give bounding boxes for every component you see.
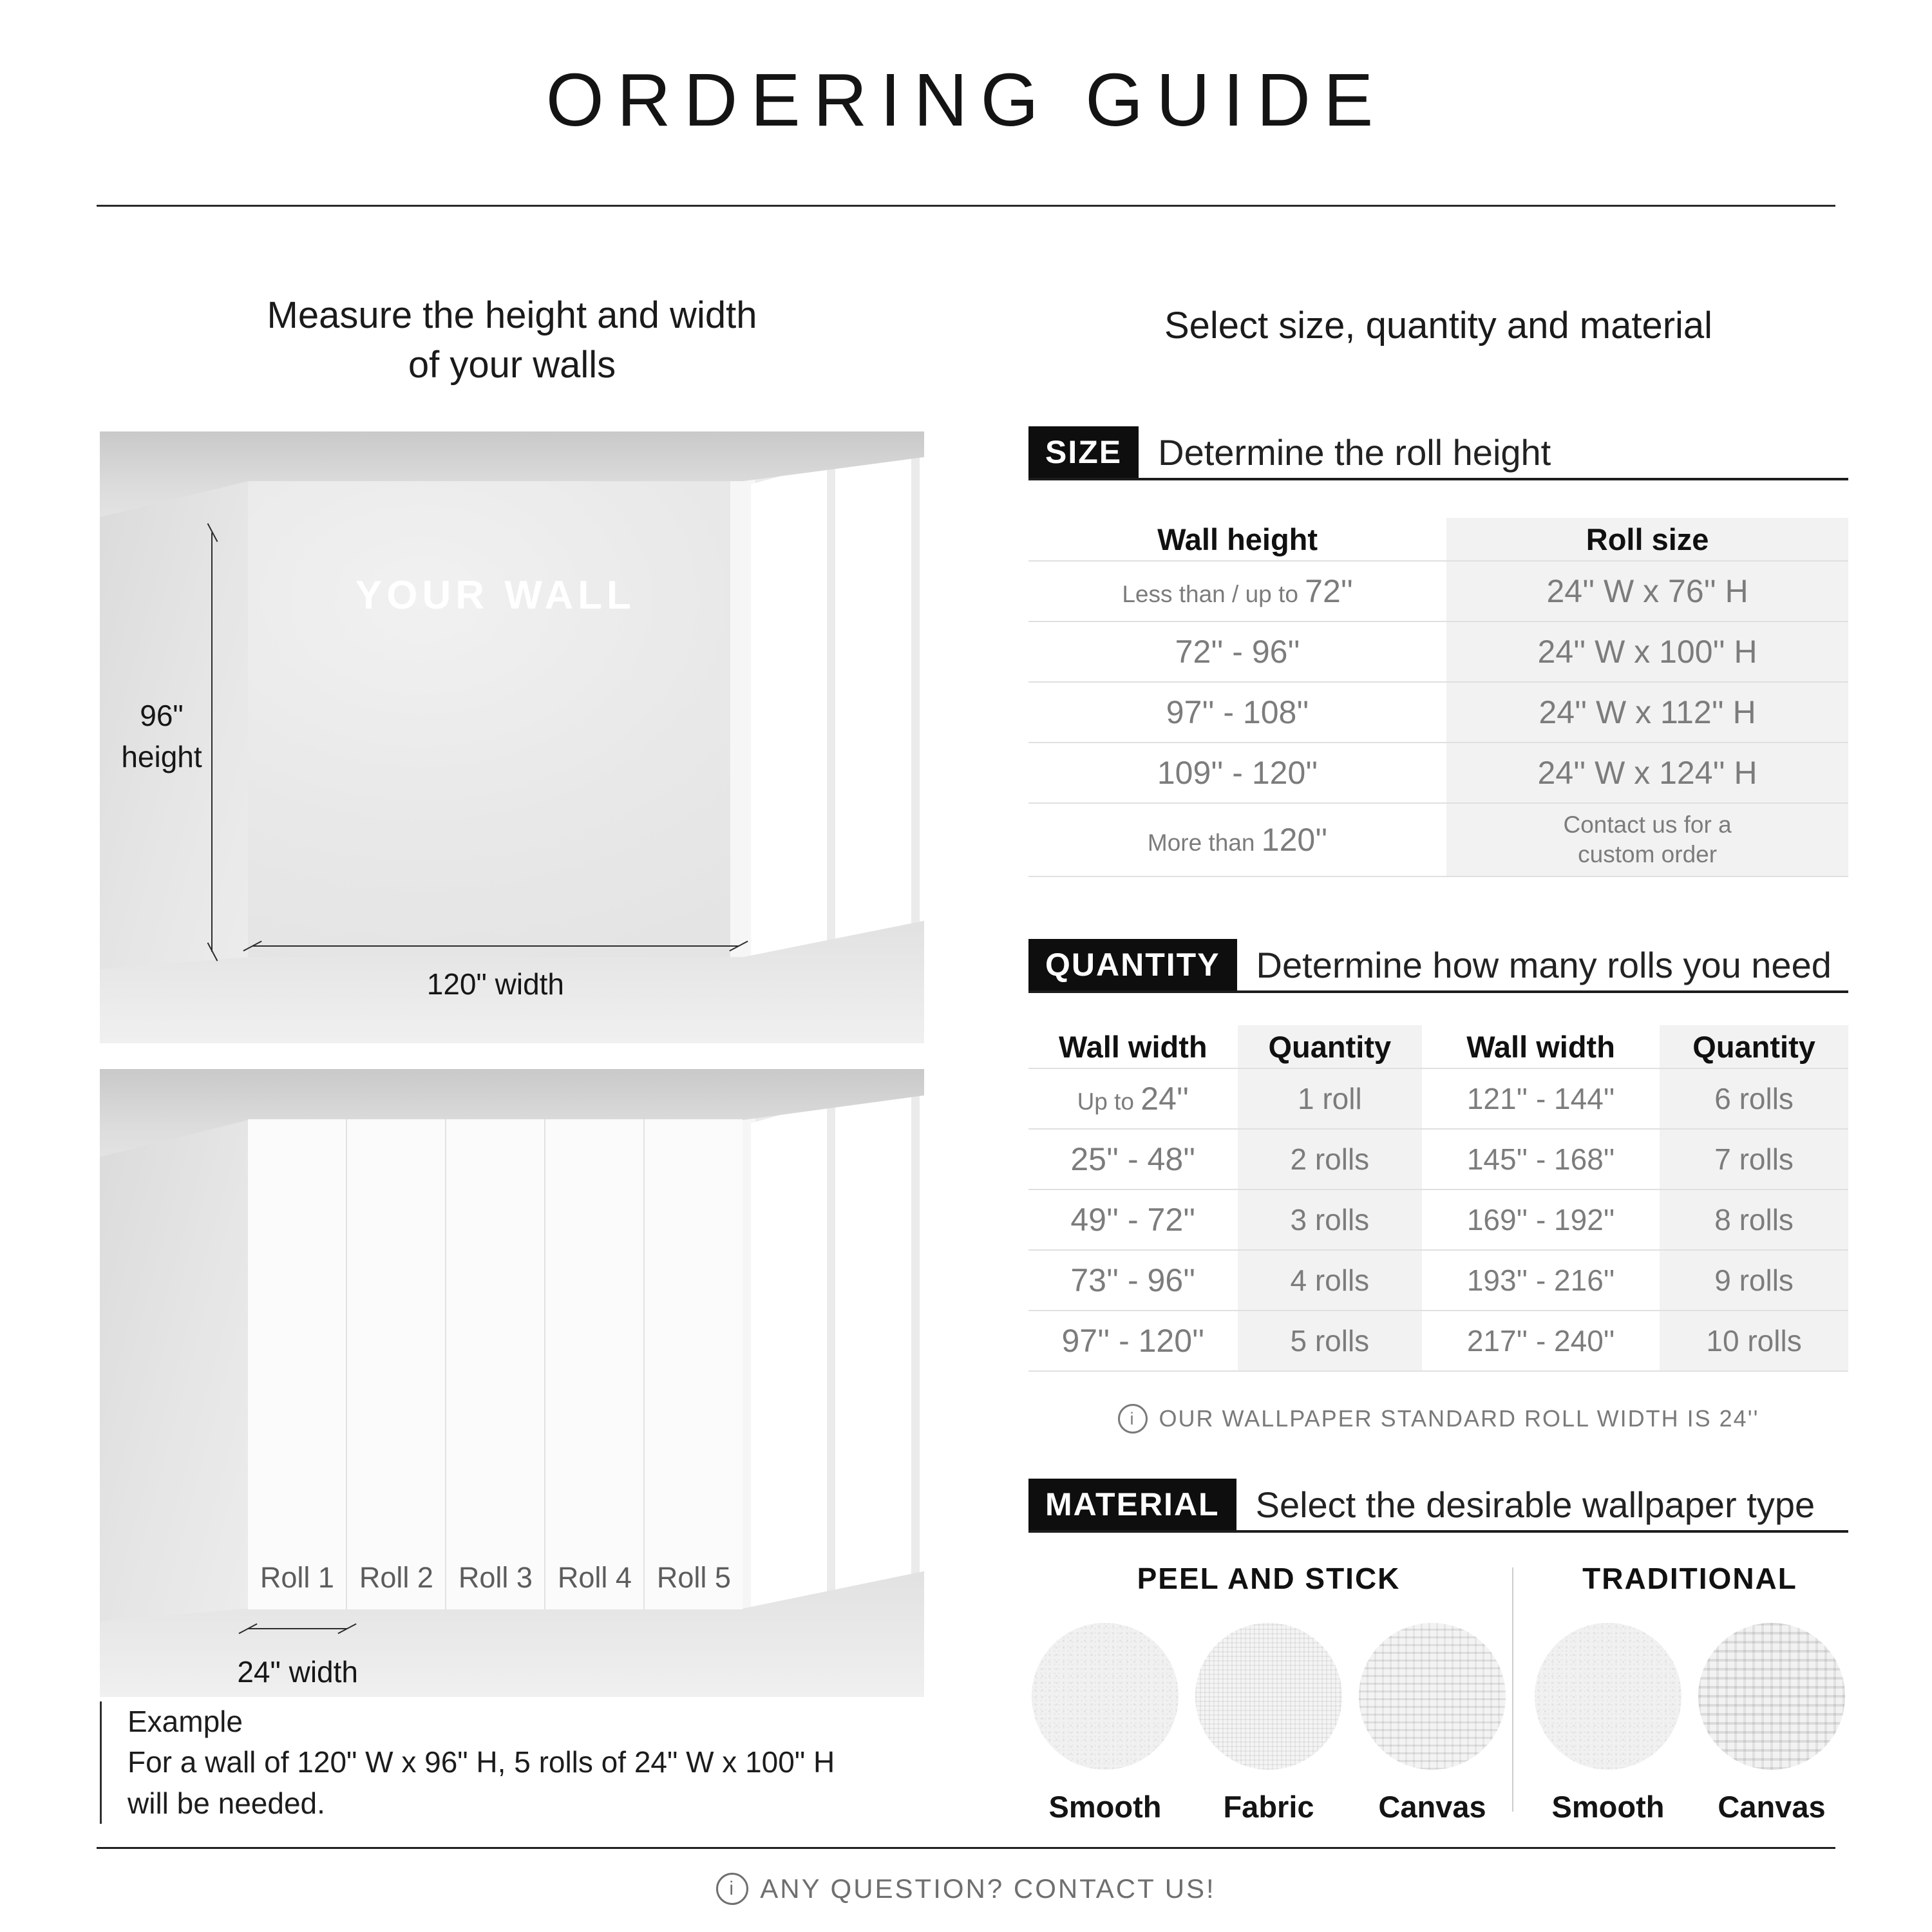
smooth-texture-sample xyxy=(1535,1623,1681,1770)
roll-size-cell: Contact us for a custom order xyxy=(1563,811,1732,867)
size-table-row xyxy=(1028,562,1848,622)
size-subtitle: Determine the roll height xyxy=(1158,431,1551,473)
peel-and-stick-title: PEEL AND STICK xyxy=(1137,1562,1401,1595)
traditional-title: TRADITIONAL xyxy=(1582,1562,1797,1595)
peel-and-stick-group xyxy=(1028,1561,1509,1824)
material-badge: MATERIAL xyxy=(1028,1479,1236,1530)
example-line1: For a wall of 120" W x 96" H, 5 rolls of 24" W x 100" H xyxy=(128,1745,835,1779)
left-heading-line1: Measure the height and width xyxy=(267,294,757,336)
info-icon: i xyxy=(1118,1404,1148,1434)
quantity-cell: 7 rolls xyxy=(1714,1142,1794,1176)
page-title: ORDERING GUIDE xyxy=(545,58,1387,142)
wall-width-cell: 49'' - 72'' xyxy=(1070,1202,1196,1238)
wall-height-cell: More than 120'' xyxy=(1147,822,1328,858)
wall-width-cell: 25'' - 48'' xyxy=(1070,1141,1196,1177)
size-table-row xyxy=(1028,743,1848,804)
wall-width-cell: 217'' - 240'' xyxy=(1466,1324,1615,1358)
col-roll-size: Roll size xyxy=(1586,522,1709,556)
quantity-cell: 10 rolls xyxy=(1706,1324,1802,1358)
roll-label: Roll 5 xyxy=(656,1560,731,1594)
swatch-smooth: Smooth xyxy=(1028,1623,1182,1824)
width-measure-label: 120" width xyxy=(426,967,565,1001)
room2-left-wall xyxy=(100,1069,248,1622)
height-measure-label xyxy=(108,695,215,778)
info-icon: i xyxy=(716,1873,748,1905)
wall-width-cell: Up to 24'' xyxy=(1077,1081,1189,1117)
wall-height-cell: 72'' - 96'' xyxy=(1175,634,1300,670)
wall-width-cell: 145'' - 168'' xyxy=(1466,1142,1615,1176)
width-measure-line xyxy=(252,945,739,947)
quantity-subtitle: Determine how many rolls you need xyxy=(1256,944,1832,985)
roll-width-measure-line xyxy=(248,1628,347,1629)
size-table-row xyxy=(1028,804,1848,877)
quantity-table-row xyxy=(1028,1251,1848,1311)
your-wall-label: YOUR WALL xyxy=(355,573,636,618)
quantity-cell: 6 rolls xyxy=(1714,1082,1794,1115)
roll-width-note xyxy=(1028,1404,1848,1434)
quantity-table-header-row: Wall width Quantity Wall width Quantity xyxy=(1028,1025,1848,1069)
peel-and-stick-swatches xyxy=(1028,1623,1509,1824)
title-divider xyxy=(97,205,1835,207)
roll-size-cell: 24'' W x 76'' H xyxy=(1546,573,1748,609)
wall-width-cell: 121'' - 144'' xyxy=(1466,1082,1615,1115)
quantity-table-row xyxy=(1028,1190,1848,1251)
quantity-cell: 5 rolls xyxy=(1290,1324,1370,1358)
quantity-table-row xyxy=(1028,1130,1848,1190)
quantity-table-row xyxy=(1028,1069,1848,1130)
roll-panel xyxy=(645,1119,743,1609)
traditional-swatches xyxy=(1531,1623,1848,1824)
height-value: 96" xyxy=(140,698,184,732)
wall-height-cell: 97'' - 108'' xyxy=(1166,694,1309,730)
left-column-heading xyxy=(100,291,924,390)
footer-divider xyxy=(97,1847,1835,1849)
height-word: height xyxy=(121,739,202,773)
roll-panel xyxy=(446,1119,545,1609)
fabric-texture-sample xyxy=(1195,1623,1342,1770)
quantity-cell: 8 rolls xyxy=(1714,1203,1794,1236)
room-illustration-rolls xyxy=(100,1069,924,1697)
wall-height-cell: 109'' - 120'' xyxy=(1157,755,1318,791)
example-heading: Example xyxy=(128,1705,243,1738)
quantity-section-header xyxy=(1028,939,1848,993)
wallpaper-roll-panels xyxy=(248,1119,743,1609)
material-section xyxy=(1028,1479,1848,1824)
roll-size-cell: 24'' W x 100'' H xyxy=(1537,634,1757,670)
size-section xyxy=(1028,426,1848,877)
roll-panel xyxy=(248,1119,347,1609)
swatch-canvas: Canvas xyxy=(1356,1623,1509,1824)
left-heading-line2: of your walls xyxy=(408,343,616,386)
quantity-cell: 4 rolls xyxy=(1290,1264,1370,1297)
roll-label: Roll 2 xyxy=(359,1560,433,1594)
material-group-divider xyxy=(1512,1567,1513,1812)
roll-label: Roll 1 xyxy=(260,1560,334,1594)
swatch-smooth: Smooth xyxy=(1531,1623,1685,1824)
col-wall-height: Wall height xyxy=(1157,522,1318,556)
size-table xyxy=(1028,518,1848,877)
wall-width-cell: 193'' - 216'' xyxy=(1466,1264,1615,1297)
quantity-cell: 1 roll xyxy=(1297,1082,1362,1115)
roll-label: Roll 4 xyxy=(557,1560,632,1594)
room-illustration-measure xyxy=(100,431,924,1043)
quantity-cell: 2 rolls xyxy=(1290,1142,1370,1176)
quantity-cell: 9 rolls xyxy=(1714,1264,1794,1297)
example-line2: will be needed. xyxy=(128,1786,325,1820)
quantity-section xyxy=(1028,939,1848,1434)
roll-panel xyxy=(347,1119,446,1609)
roll-label: Roll 3 xyxy=(458,1560,533,1594)
swatch-fabric: Fabric xyxy=(1192,1623,1345,1824)
material-subtitle: Select the desirable wallpaper type xyxy=(1255,1484,1815,1525)
size-table-row xyxy=(1028,683,1848,743)
traditional-group xyxy=(1531,1561,1848,1824)
quantity-table xyxy=(1028,1025,1848,1372)
swatch-canvas: Canvas xyxy=(1695,1623,1848,1824)
smooth-texture-sample xyxy=(1032,1623,1179,1770)
roll-size-cell: 24'' W x 124'' H xyxy=(1537,755,1757,791)
roll-size-cell: 24'' W x 112'' H xyxy=(1539,694,1756,730)
quantity-cell: 3 rolls xyxy=(1290,1203,1370,1236)
quantity-table-row xyxy=(1028,1311,1848,1372)
material-section-header xyxy=(1028,1479,1848,1533)
right-column-heading: Select size, quantity and material xyxy=(1164,305,1713,346)
canvas-texture-sample xyxy=(1359,1623,1506,1770)
size-table-header-row xyxy=(1028,518,1848,562)
wall-width-cell: 73'' - 96'' xyxy=(1070,1262,1196,1298)
footer-note: ANY QUESTION? CONTACT US! xyxy=(760,1873,1216,1904)
size-section-header xyxy=(1028,426,1848,480)
example-block xyxy=(100,1701,920,1824)
size-table-row xyxy=(1028,622,1848,683)
material-options xyxy=(1028,1561,1848,1824)
footer xyxy=(0,1873,1932,1905)
size-badge: SIZE xyxy=(1028,426,1139,478)
wall-width-cell: 169'' - 192'' xyxy=(1466,1203,1615,1236)
wall-width-cell: 97'' - 120'' xyxy=(1061,1323,1205,1359)
roll-panel xyxy=(545,1119,645,1609)
canvas-texture-sample xyxy=(1698,1623,1845,1770)
room1-main-wall xyxy=(248,480,743,959)
roll-width-measure-label: 24" width xyxy=(237,1654,359,1689)
roll-width-note-text: OUR WALLPAPER STANDARD ROLL WIDTH IS 24'' xyxy=(1159,1405,1759,1432)
quantity-badge: QUANTITY xyxy=(1028,939,1237,990)
wall-height-cell: Less than / up to 72'' xyxy=(1122,573,1353,609)
